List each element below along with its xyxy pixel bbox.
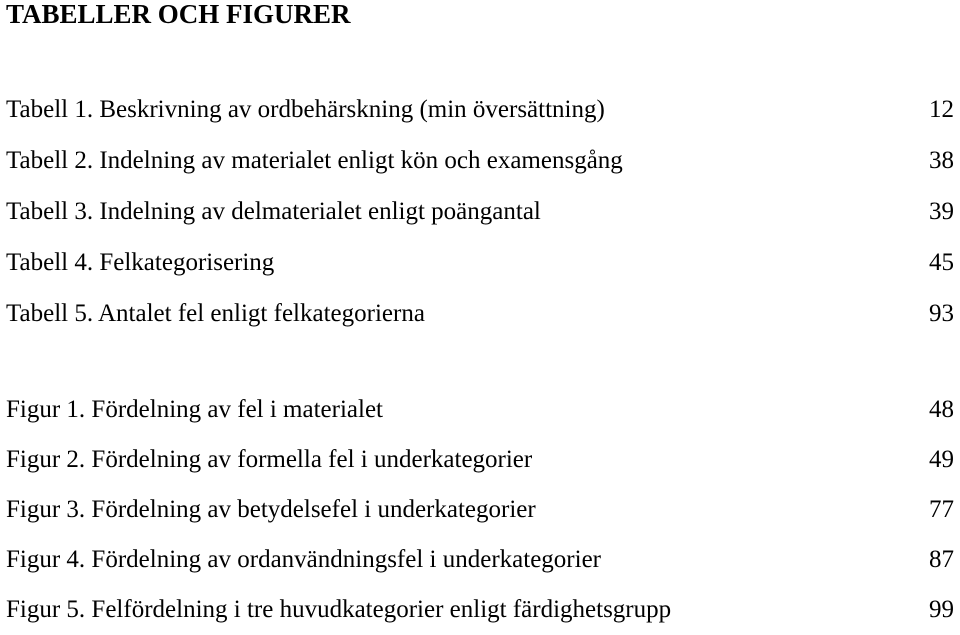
toc-entry-page: 87 <box>929 546 954 573</box>
toc-entry-label: Tabell 1. Beskrivning av ordbehärskning (min översättning) <box>6 96 605 123</box>
toc-entry-page: 12 <box>929 96 954 123</box>
toc-entry-label: Figur 4. Fördelning av ordanvändningsfel i underkategorier <box>6 546 601 573</box>
toc-entry-figure-2 <box>6 435 954 485</box>
toc-entry-table-4 <box>6 237 954 288</box>
toc-entry-label: Tabell 3. Indelning av delmaterialet enligt poängantal <box>6 198 541 225</box>
toc-entry-figure-5 <box>6 585 954 635</box>
table-list <box>6 84 954 339</box>
toc-entry-page: 48 <box>929 396 954 423</box>
toc-entry-figure-1 <box>6 385 954 435</box>
toc-entry-page: 38 <box>929 147 954 174</box>
toc-entry-table-3 <box>6 186 954 237</box>
toc-entry-page: 39 <box>929 198 954 225</box>
toc-entry-table-2 <box>6 135 954 186</box>
toc-entry-table-1 <box>6 84 954 135</box>
toc-entry-page: 77 <box>929 496 954 523</box>
page-title: TABELLER OCH FIGURER <box>6 0 351 29</box>
toc-entry-page: 45 <box>929 249 954 276</box>
toc-entry-label: Tabell 5. Antalet fel enligt felkategorierna <box>6 300 425 327</box>
toc-entry-label: Tabell 2. Indelning av materialet enligt kön och examensgång <box>6 147 623 174</box>
toc-entry-page: 99 <box>929 596 954 623</box>
toc-entry-label: Tabell 4. Felkategorisering <box>6 249 275 276</box>
toc-entry-label: Figur 1. Fördelning av fel i materialet <box>6 396 383 423</box>
toc-entry-label: Figur 3. Fördelning av betydelsefel i underkategorier <box>6 496 536 523</box>
toc-entry-figure-3 <box>6 485 954 535</box>
toc-entry-table-5 <box>6 288 954 339</box>
toc-entry-label: Figur 5. Felfördelning i tre huvudkategorier enligt färdighetsgrupp <box>6 596 672 623</box>
toc-entry-label: Figur 2. Fördelning av formella fel i underkategorier <box>6 446 533 473</box>
toc-entry-figure-4 <box>6 535 954 585</box>
figure-list <box>6 385 954 635</box>
toc-entry-page: 93 <box>929 300 954 327</box>
toc-entry-page: 49 <box>929 446 954 473</box>
